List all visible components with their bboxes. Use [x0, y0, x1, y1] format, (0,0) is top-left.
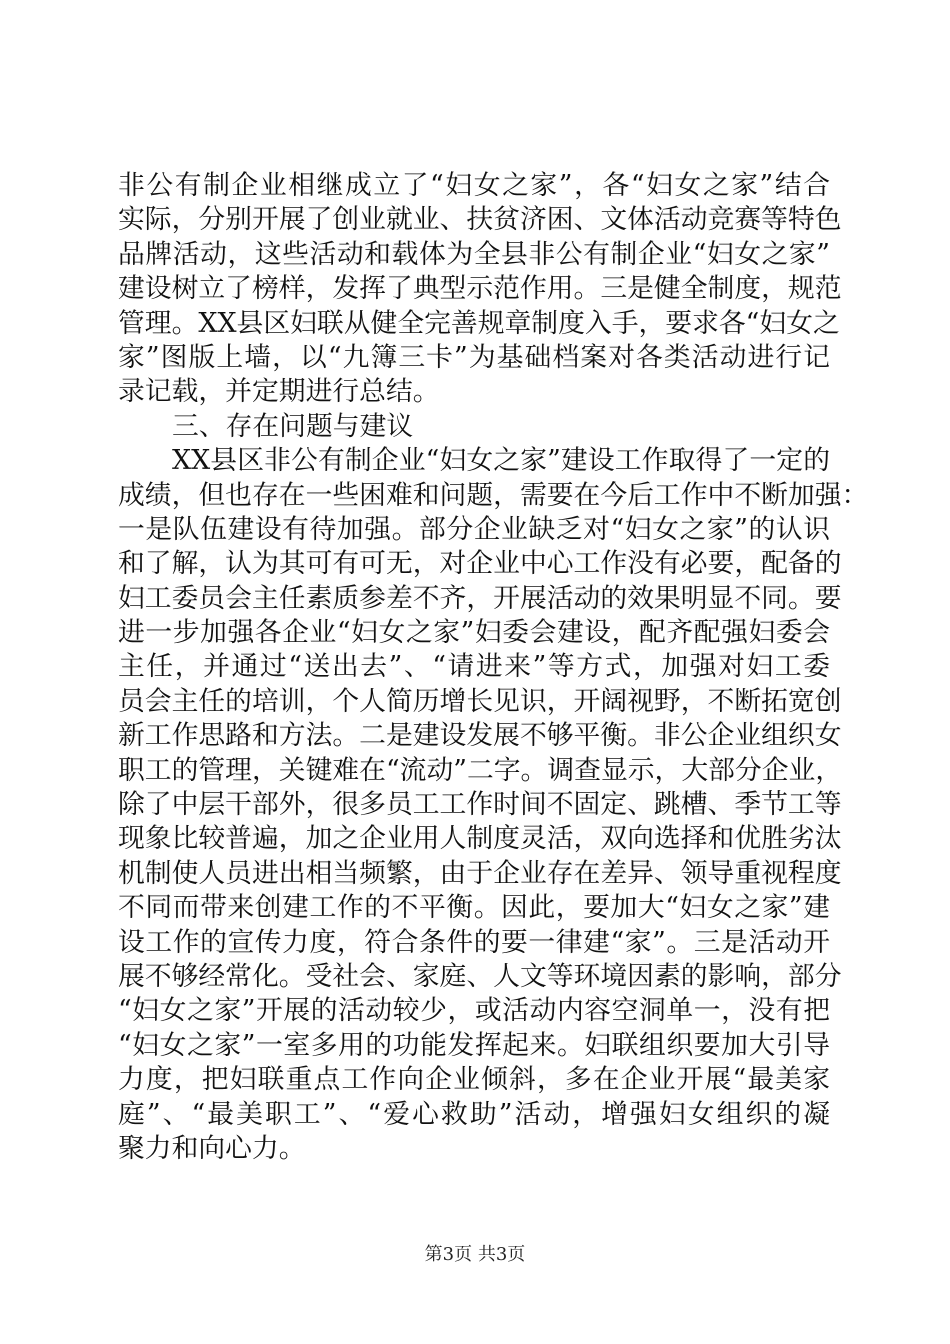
text-line: 实际，分别开展了创业就业、扶贫济困、文体活动竞赛等特色	[118, 204, 842, 236]
text-line: 妇工委员会主任素质参差不齐，开展活动的效果明显不同。要	[118, 582, 842, 614]
text-line: 不同而带来创建工作的不平衡。因此，要加大“妇女之家”建	[118, 892, 830, 924]
text-line: 一是队伍建设有待加强。部分企业缺乏对“妇女之家”的认识	[118, 513, 830, 545]
text-line: “妇女之家”开展的活动较少，或活动内容空洞单一，没有把	[118, 995, 830, 1027]
text-line: 进一步加强各企业“妇女之家”妇委会建设，配齐配强妇委会	[118, 617, 830, 649]
section-heading: 三、存在问题与建议	[172, 410, 414, 442]
text-line: 主任，并通过“送出去”、“请进来”等方式，加强对妇工委	[118, 651, 830, 683]
text-line: 力度，把妇联重点工作向企业倾斜，多在企业开展“最美家	[118, 1064, 830, 1096]
text-line: XX县区非公有制企业“妇女之家”建设工作取得了一定的	[172, 445, 830, 477]
paragraph-2	[118, 444, 869, 1166]
text-line: 机制使人员进出相当频繁，由于企业存在差异、领导重视程度	[118, 857, 842, 889]
text-line: 员会主任的培训，个人简历增长见识，开阔视野，不断拓宽创	[118, 685, 842, 717]
text-line: 和了解，认为其可有可无，对企业中心工作没有必要，配备的	[118, 548, 842, 580]
text-line: “妇女之家”一室多用的功能发挥起来。妇联组织要加大引导	[118, 1029, 830, 1061]
text-line: 展不够经常化。受社会、家庭、人文等环境因素的影响，部分	[118, 960, 842, 992]
text-line: 现象比较普遍，加之企业用人制度灵活，双向选择和优胜劣汰	[118, 823, 842, 855]
document-body	[118, 169, 869, 1166]
text-line: 管理。XX县区妇联从健全完善规章制度入手，要求各“妇女之	[118, 307, 840, 339]
text-line: 除了中层干部外，很多员工工作时间不固定、跳槽、季节工等	[118, 789, 842, 821]
text-line: 家”图版上墙，以“九簿三卡”为基础档案对各类活动进行记	[118, 341, 830, 373]
page-number-footer: 第3页 共3页	[424, 1244, 526, 1265]
text-line: 聚力和向心力。	[118, 1132, 306, 1164]
text-line: 录记载，并定期进行总结。	[118, 376, 440, 408]
text-line: 职工的管理，关键难在“流动”二字。调查显示，大部分企业，	[118, 754, 843, 786]
paragraph-1	[118, 169, 842, 410]
text-line: 新工作思路和方法。二是建设发展不够平衡。非公企业组织女	[118, 720, 842, 752]
text-line: 庭”、“最美职工”、“爱心救助”活动，增强妇女组织的凝	[118, 1098, 830, 1130]
text-line: 设工作的宣传力度，符合条件的要一律建“家”。三是活动开	[118, 926, 830, 958]
text-line: 品牌活动，这些活动和载体为全县非公有制企业“妇女之家”	[118, 238, 830, 270]
text-line: 成绩，但也存在一些困难和问题，需要在今后工作中不断加强：	[118, 479, 869, 511]
text-line: 建设树立了榜样，发挥了典型示范作用。三是健全制度，规范	[118, 273, 842, 305]
text-line: 非公有制企业相继成立了“妇女之家”，各“妇女之家”结合	[118, 170, 830, 201]
